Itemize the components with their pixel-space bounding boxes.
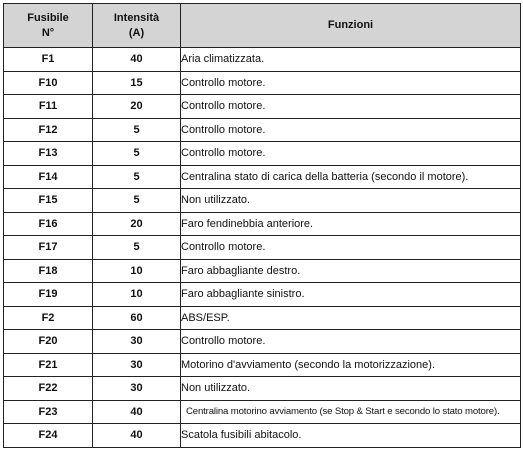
fuse-amperage-cell: 30 — [93, 377, 181, 401]
fuse-function-cell: Non utilizzato. — [181, 189, 521, 213]
column-header-amperage-line1: Intensità — [113, 11, 160, 24]
table-header — [4, 4, 521, 48]
table-row — [4, 142, 521, 166]
fuse-table — [3, 3, 521, 448]
fuse-amperage-cell: 40 — [93, 424, 181, 448]
fuse-function-cell: Faro abbagliante destro. — [181, 259, 521, 283]
table-row — [4, 48, 521, 72]
table-row — [4, 424, 521, 448]
header-row — [4, 4, 521, 48]
column-header-functions: Funzioni — [181, 4, 521, 48]
table-row — [4, 353, 521, 377]
fuse-amperage-cell: 40 — [93, 48, 181, 72]
table-row — [4, 236, 521, 260]
table-row — [4, 283, 521, 307]
fuse-function-cell: Scatola fusibili abitacolo. — [181, 424, 521, 448]
table-row — [4, 95, 521, 119]
fuse-function-cell: Centralina motorino avviamento (se Stop & Start e secondo lo stato motore). — [181, 400, 521, 424]
fuse-amperage-cell: 20 — [93, 95, 181, 119]
table-row — [4, 330, 521, 354]
table-row — [4, 259, 521, 283]
fuse-id-cell: F17 — [4, 236, 93, 260]
fuse-amperage-cell: 5 — [93, 142, 181, 166]
table-row — [4, 400, 521, 424]
column-header-amperage-line2: (A) — [128, 26, 145, 39]
table-row — [4, 306, 521, 330]
fuse-amperage-cell: 5 — [93, 165, 181, 189]
fuse-amperage-cell: 40 — [93, 400, 181, 424]
fuse-id-cell: F18 — [4, 259, 93, 283]
table-row — [4, 377, 521, 401]
column-header-amperage — [93, 4, 181, 48]
fuse-function-cell: Faro abbagliante sinistro. — [181, 283, 521, 307]
fuse-amperage-cell: 60 — [93, 306, 181, 330]
column-header-fuse-line1: Fusibile — [27, 11, 69, 24]
fuse-function-cell: ABS/ESP. — [181, 306, 521, 330]
fuse-id-cell: F16 — [4, 212, 93, 236]
fuse-id-cell: F1 — [4, 48, 93, 72]
fuse-function-cell: Controllo motore. — [181, 118, 521, 142]
fuse-amperage-cell: 5 — [93, 189, 181, 213]
table-row — [4, 118, 521, 142]
fuse-id-cell: F23 — [4, 400, 93, 424]
fuse-id-cell: F22 — [4, 377, 93, 401]
fuse-function-cell: Centralina stato di carica della batteria (secondo il motore). — [181, 165, 521, 189]
column-header-fuse — [4, 4, 93, 48]
table-row — [4, 71, 521, 95]
fuse-id-cell: F19 — [4, 283, 93, 307]
fuse-id-cell: F12 — [4, 118, 93, 142]
fuse-function-cell: Controllo motore. — [181, 330, 521, 354]
fuse-amperage-cell: 10 — [93, 259, 181, 283]
fuse-function-cell: Aria climatizzata. — [181, 48, 521, 72]
fuse-amperage-cell: 15 — [93, 71, 181, 95]
fuse-id-cell: F20 — [4, 330, 93, 354]
fuse-function-cell: Controllo motore. — [181, 95, 521, 119]
fuse-amperage-cell: 30 — [93, 353, 181, 377]
column-header-fuse-line2: N° — [41, 26, 55, 39]
fuse-id-cell: F14 — [4, 165, 93, 189]
fuse-id-cell: F10 — [4, 71, 93, 95]
table-body — [4, 48, 521, 448]
fuse-function-cell: Motorino d'avviamento (secondo la motorizzazione). — [181, 353, 521, 377]
fuse-id-cell: F21 — [4, 353, 93, 377]
table-row — [4, 189, 521, 213]
fuse-id-cell: F15 — [4, 189, 93, 213]
table-row — [4, 212, 521, 236]
fuse-amperage-cell: 5 — [93, 236, 181, 260]
fuse-function-cell: Non utilizzato. — [181, 377, 521, 401]
fuse-amperage-cell: 10 — [93, 283, 181, 307]
fuse-id-cell: F13 — [4, 142, 93, 166]
fuse-function-cell: Controllo motore. — [181, 71, 521, 95]
fuse-amperage-cell: 30 — [93, 330, 181, 354]
table-row — [4, 165, 521, 189]
fuse-amperage-cell: 5 — [93, 118, 181, 142]
fuse-function-cell: Controllo motore. — [181, 236, 521, 260]
fuse-id-cell: F24 — [4, 424, 93, 448]
fuse-id-cell: F11 — [4, 95, 93, 119]
fuse-function-cell: Faro fendinebbia anteriore. — [181, 212, 521, 236]
fuse-amperage-cell: 20 — [93, 212, 181, 236]
fuse-function-cell: Controllo motore. — [181, 142, 521, 166]
fuse-id-cell: F2 — [4, 306, 93, 330]
